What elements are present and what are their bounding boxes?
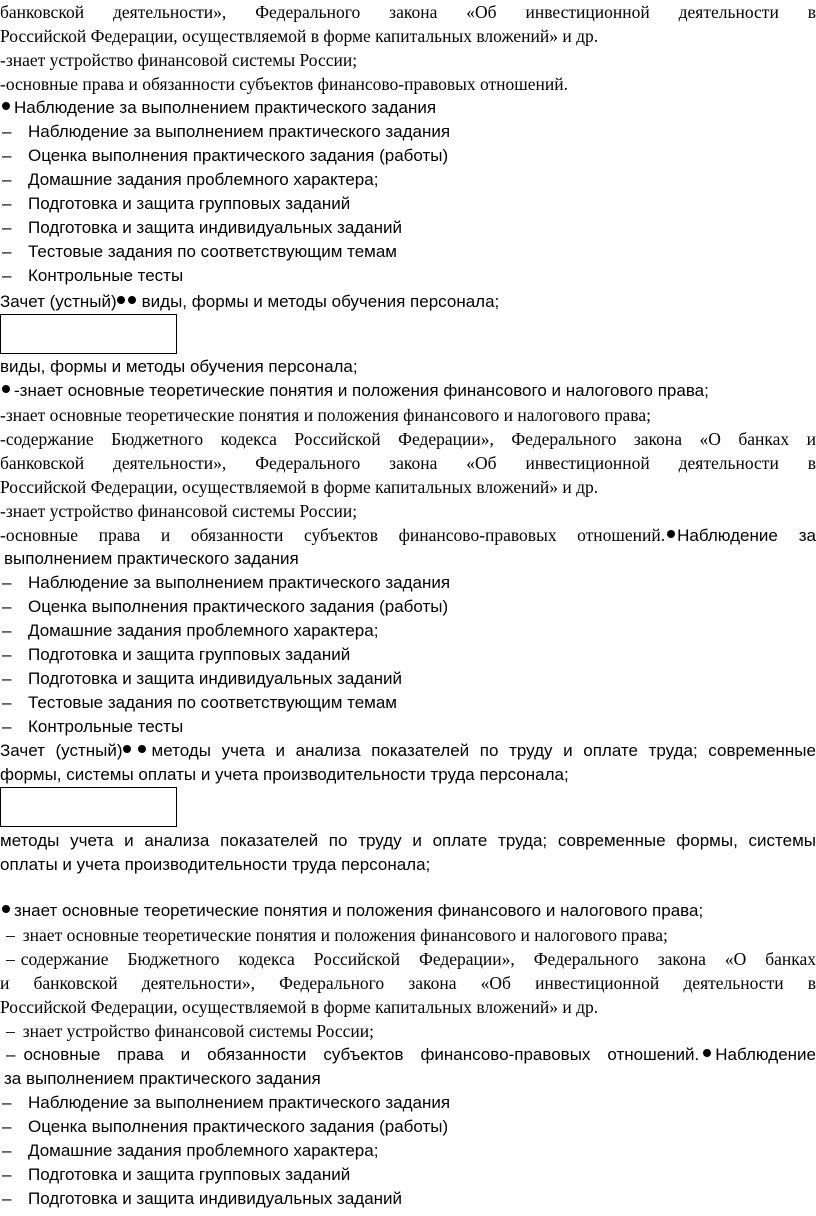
credit-prefix: Зачет (устный)	[0, 292, 117, 311]
empty-cell-box	[0, 787, 177, 827]
item-financial-system: -знает устройство финансовой системы России;	[0, 501, 358, 521]
item-financial-system	[0, 1019, 374, 1043]
list-item-label: Домашние задания проблемного характера;	[28, 621, 379, 640]
list-item-label: Тестовые задания по соответствующим темам	[28, 242, 397, 261]
credit-line	[0, 290, 499, 314]
dash-icon: –	[2, 669, 12, 688]
bullet-icon	[2, 905, 10, 913]
bullet-icon	[2, 102, 10, 110]
item-rights	[0, 1043, 816, 1067]
dash-icon: –	[2, 693, 12, 712]
item-financial-system: -знает устройство финансовой системы России;	[0, 50, 358, 70]
list-item-label: Оценка выполнения практического задания (работы)	[28, 1117, 449, 1136]
budget-line-2: банковской деятельности», Федерального закона «Об инвестиционной деятельности в	[0, 453, 816, 473]
budget-line-3: Российской Федерации, осуществляемой в форме капитальных вложений» и др.	[0, 997, 599, 1017]
dash-icon: –	[2, 621, 12, 640]
item-system-text: знает устройство финансовой системы России;	[22, 1021, 374, 1041]
bullet-icon	[667, 530, 675, 538]
dash-icon: –	[2, 1165, 12, 1184]
credit-prefix: Зачет (устный)	[0, 741, 123, 760]
dash-icon: –	[2, 170, 12, 189]
empty-cell-box	[0, 314, 177, 354]
bullet-icon	[2, 385, 10, 393]
item-concepts	[0, 923, 668, 947]
section-heading-line-2: оплаты и учета производительности труда персонала;	[0, 855, 431, 874]
item-rights-text: -основные права и обязанности субъектов финансово-правовых отношений.	[0, 525, 666, 545]
dash-icon: –	[2, 597, 12, 616]
credit-line	[0, 739, 816, 763]
list-item-label: Подготовка и защита индивидуальных заданий	[28, 669, 403, 688]
bullet-concepts	[0, 379, 709, 403]
bullet-observation	[0, 96, 436, 120]
list-item-label: Подготовка и защита индивидуальных заданий	[28, 1189, 403, 1208]
list-item-label: Подготовка и защита индивидуальных заданий	[28, 218, 403, 237]
dash-icon: –	[2, 194, 12, 213]
list-item-label: Оценка выполнения практического задания (работы)	[28, 597, 449, 616]
dash-icon: –	[2, 717, 12, 736]
law-line-1: банковской деятельности», Федерального закона «Об инвестиционной деятельности в	[0, 2, 816, 22]
observation-inline: Наблюдение	[715, 1045, 816, 1064]
list-item-label: Контрольные тесты	[28, 266, 184, 285]
observation-inline: Наблюдение за	[677, 526, 816, 545]
dash-icon: –	[6, 1045, 16, 1064]
bullet-concepts-text: знает основные теоретические понятия и положения финансового и налогового права;	[14, 901, 704, 920]
list-item-label: Домашние задания проблемного характера;	[28, 170, 379, 189]
dash-icon: –	[2, 645, 12, 664]
dash-icon: –	[6, 1021, 15, 1041]
list-item-label: Оценка выполнения практического задания (работы)	[28, 146, 449, 165]
dash-icon: –	[2, 1141, 12, 1160]
budget-line-1-text: содержание Бюджетного кодекса Российской Федерации», Федерального закона «О банках	[20, 949, 816, 969]
dash-icon: –	[2, 146, 12, 165]
list-item-label: Наблюдение за выполнением практического задания	[28, 122, 451, 141]
budget-line-2: и банковской деятельности», Федерального закона «Об инвестиционной деятельности в	[0, 973, 816, 993]
bullet-icon	[117, 296, 125, 304]
observation-continued: выполнением практического задания	[4, 549, 299, 568]
section-heading: виды, формы и методы обучения персонала;	[0, 357, 358, 376]
dash-icon: –	[2, 1093, 12, 1112]
item-concepts-text: знает основные теоретические понятия и положения финансового и налогового права;	[22, 925, 668, 945]
credit-text-line-2: формы, системы оплаты и учета производительности труда персонала;	[0, 765, 569, 784]
bullet-icon	[138, 745, 146, 753]
dash-icon: –	[2, 218, 12, 237]
dash-icon: –	[2, 1189, 12, 1208]
bullet-icon	[703, 1049, 711, 1057]
credit-text: виды, формы и методы обучения персонала;	[141, 292, 500, 311]
dash-icon: –	[2, 573, 12, 592]
list-item-label: Наблюдение за выполнением практического задания	[28, 1093, 451, 1112]
list-item-label: Домашние задания проблемного характера;	[28, 1141, 379, 1160]
dash-icon: –	[2, 242, 12, 261]
bullet-icon	[128, 296, 136, 304]
list-item-label: Контрольные тесты	[28, 717, 184, 736]
observation-continued: за выполнением практического задания	[4, 1069, 321, 1088]
law-line-2: Российской Федерации, осуществляемой в форме капитальных вложений» и др.	[0, 26, 599, 46]
dash-icon: –	[2, 266, 12, 285]
item-rights-text: основные права и обязанности субъектов финансово-правовых отношений.	[23, 1045, 700, 1064]
list-item-label: Подготовка и защита групповых заданий	[28, 645, 351, 664]
bullet-icon	[123, 745, 131, 753]
dash-icon: –	[6, 925, 15, 945]
bullet-observation-text: Наблюдение за выполнением практического задания	[14, 98, 437, 117]
item-concepts: -знает основные теоретические понятия и положения финансового и налогового права;	[0, 405, 651, 425]
bullet-concepts	[0, 899, 703, 923]
credit-text-line-1: методы учета и анализа показателей по труду и оплате труда; современные	[151, 741, 816, 760]
budget-line-1	[0, 947, 816, 971]
list-item-label: Наблюдение за выполнением практического задания	[28, 573, 451, 592]
list-item-label: Тестовые задания по соответствующим темам	[28, 693, 397, 712]
budget-line-3: Российской Федерации, осуществляемой в форме капитальных вложений» и др.	[0, 477, 599, 497]
dash-icon: –	[2, 122, 12, 141]
list-item-label: Подготовка и защита групповых заданий	[28, 194, 351, 213]
section-heading-line-1: методы учета и анализа показателей по труду и оплате труда; современные формы, системы	[0, 831, 816, 850]
dash-icon: –	[2, 1117, 12, 1136]
bullet-concepts-text: -знает основные теоретические понятия и положения финансового и налогового права;	[14, 381, 709, 400]
item-rights	[0, 523, 816, 548]
budget-line-1: -содержание Бюджетного кодекса Российской Федерации», Федерального закона «О банках и	[0, 429, 816, 449]
dash-icon: –	[6, 949, 15, 969]
item-rights: -основные права и обязанности субъектов финансово-правовых отношений.	[0, 74, 569, 94]
list-item-label: Подготовка и защита групповых заданий	[28, 1165, 351, 1184]
